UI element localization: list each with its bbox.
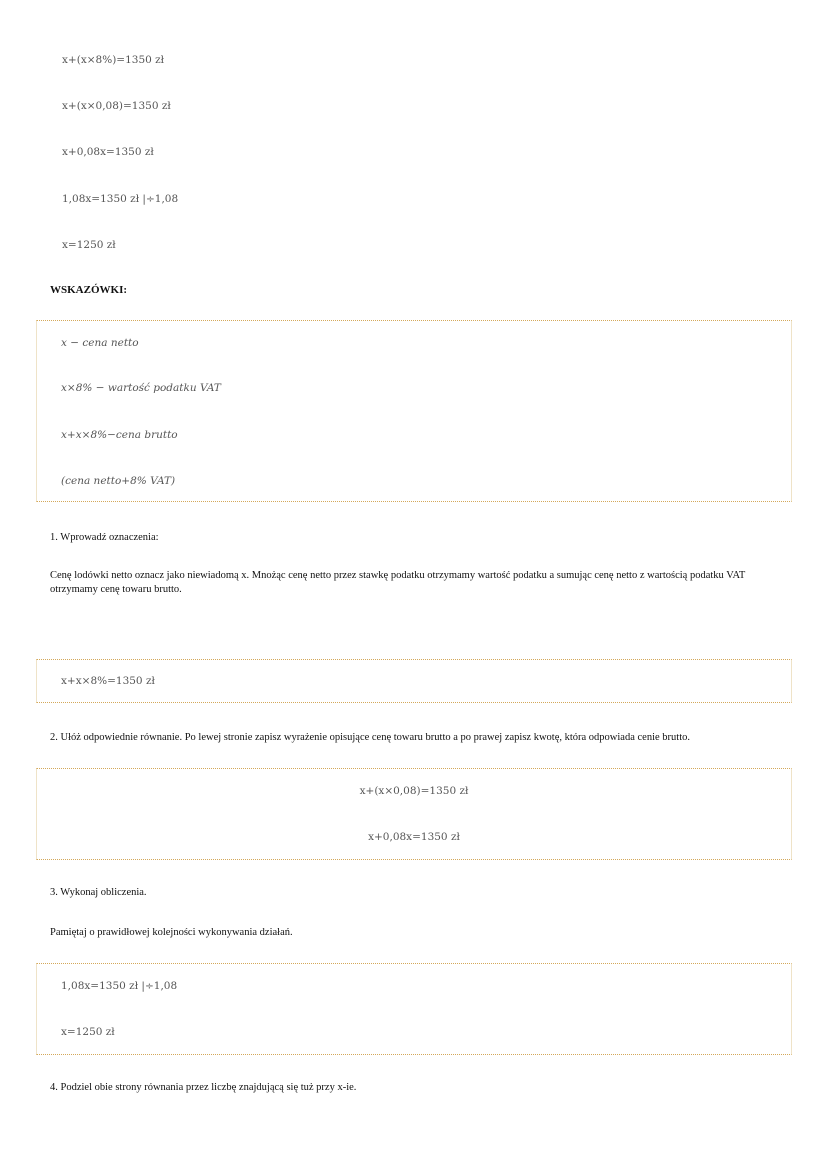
equation-line-1: x+(x×8%)=1350 zł bbox=[62, 54, 165, 66]
step-3-equation-2: x=1250 zł bbox=[61, 1026, 115, 1038]
hint-line-2: x×8% − wartość podatku VAT bbox=[61, 382, 221, 394]
step-2-equation-2: x+0,08x=1350 zł bbox=[368, 831, 460, 843]
hints-box bbox=[36, 320, 792, 502]
step-1-text: Cenę lodówki netto oznacz jako niewiadomą x. Mnożąc cenę netto przez stawkę podatku otrzymamy wartość podatku a sumując cenę netto z wartością podatku VAT otrzymamy cenę towaru brutto. bbox=[50, 570, 746, 595]
step-2-title: 2. Ułóż odpowiednie równanie. Po lewej stronie zapisz wyrażenie opisujące cenę towaru brutto a po prawej zapisz kwotę, która odpowiada cenie brutto. bbox=[50, 732, 690, 743]
step-1-title: 1. Wprowadź oznaczenia: bbox=[50, 532, 159, 543]
step-3-box bbox=[36, 963, 792, 1055]
step-3-title: 3. Wykonaj obliczenia. bbox=[50, 887, 147, 898]
step-3-text: Pamiętaj o prawidłowej kolejności wykonywania działań. bbox=[50, 927, 293, 938]
step-1-box bbox=[36, 659, 792, 703]
step-2-box bbox=[36, 768, 792, 860]
step-2-equation-1: x+(x×0,08)=1350 zł bbox=[359, 785, 469, 797]
equation-line-3: x+0,08x=1350 zł bbox=[62, 146, 154, 158]
hints-heading: WSKAZÓWKI: bbox=[50, 284, 128, 296]
step-3-equation-1: 1,08x=1350 zł |÷1,08 bbox=[61, 980, 178, 992]
step-1-equation: x+x×8%=1350 zł bbox=[61, 675, 155, 687]
equation-line-2: x+(x×0,08)=1350 zł bbox=[62, 100, 171, 112]
step-4-title: 4. Podziel obie strony równania przez liczbę znajdującą się tuż przy x-ie. bbox=[50, 1082, 357, 1093]
hint-line-1: x − cena netto bbox=[61, 337, 139, 349]
equation-line-5: x=1250 zł bbox=[62, 239, 116, 251]
hint-line-3: x+x×8%−cena brutto bbox=[61, 429, 178, 441]
equation-line-4: 1,08x=1350 zł |÷1,08 bbox=[62, 193, 179, 205]
hint-line-4: (cena netto+8% VAT) bbox=[61, 475, 176, 487]
